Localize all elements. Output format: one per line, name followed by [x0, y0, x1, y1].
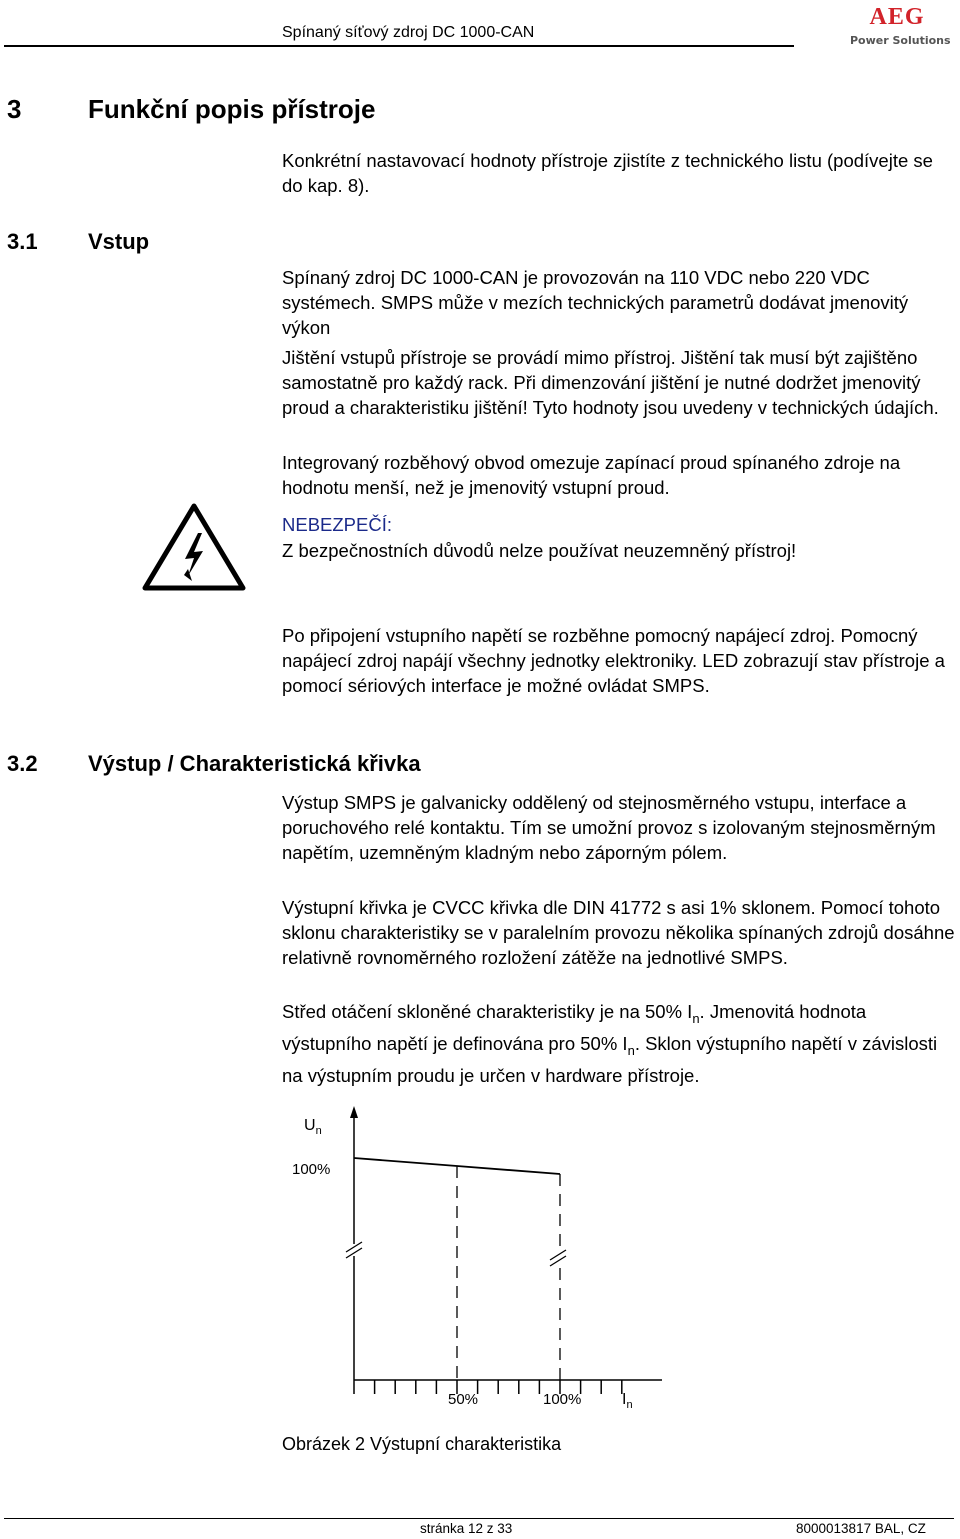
header-title: Spínaný síťový zdroj DC 1000-CAN: [282, 24, 535, 41]
danger-text: Z bezpečnostních důvodů nelze používat neuzemněný přístroj!: [282, 540, 797, 561]
section-3-1-number: 3.1: [7, 229, 38, 254]
logo-subtitle: Power Solutions: [850, 34, 951, 47]
y-axis-label-sub: n: [315, 1125, 322, 1137]
para-3-part-2: . Jmenovitá hodnota výstupního napětí je definována pro 50% I: [282, 1001, 867, 1054]
danger-title: NEBEZPEČÍ:: [282, 514, 392, 535]
y-axis-label-main: U: [304, 1117, 316, 1134]
x-axis-label-main: I: [622, 1391, 627, 1408]
figure-caption: Obrázek 2 Výstupní charakteristika: [282, 1434, 562, 1454]
section-3-intro: Konkrétní nastavovací hodnoty přístroje zjistíte z technického listu (podívejte se do kap. 8).: [282, 150, 933, 196]
y-axis-label: [304, 1117, 322, 1137]
section-3-1-para-2: Jištění vstupů přístroje se provádí mimo přístroj. Jištění tak musí být zajištěno samostatně pro každý rack. Při dimenzování jištění je nutné dodržet jmenovitý proud a charakteristiku jištění! Tyto hodnoty jsou uvedeny v technických údajích.: [282, 347, 939, 418]
x-axis-ticks: [354, 1380, 622, 1394]
high-voltage-warning-icon: [142, 503, 246, 591]
x-tick-label-50: 50%: [448, 1391, 479, 1408]
section-3-1-para-1: Spínaný zdroj DC 1000-CAN je provozován na 110 VDC nebo 220 VDC systémech. SMPS může v mezích technických parametrů dodávat jmenovitý výkon: [282, 267, 909, 338]
para-3-sub-2: n: [627, 1043, 635, 1058]
x-axis-label: [622, 1391, 633, 1411]
section-3-2-para-1: Výstup SMPS je galvanicky oddělený od stejnosměrného vstupu, interface a poruchového relé kontaktu. Tím se umožní provoz s izolovaným stejnosměrným napětím, uzemněným kladným nebo záporným pólem.: [282, 792, 936, 863]
aeg-logo: [850, 4, 951, 48]
section-3-number: 3: [7, 94, 22, 124]
section-3-2-para-3: [282, 997, 958, 1091]
section-3-title: Funkční popis přístroje: [88, 94, 376, 124]
footer-document-id: 8000013817 BAL, CZ: [796, 1521, 926, 1536]
para-3-sub-1: n: [692, 1011, 700, 1026]
para-3-part-3: . Sklon výstupního napětí v závislosti na výstupním proudu je určen v hardware přístroje.: [282, 1033, 938, 1086]
section-3-1-para-4: Po připojení vstupního napětí se rozběhne pomocný napájecí zdroj. Pomocný napájecí zdroj napájí všechny jednotky elektroniky. LED zobrazují stav přístroje a pomocí sériových interface je možné ovládat SMPS.: [282, 625, 945, 696]
section-3-1-para-3: Integrovaný rozběhový obvod omezuje zapínací proud spínaného zdroje na hodnotu menší, než je jmenovitý vstupní proud.: [282, 452, 901, 498]
guide-break-1: [550, 1250, 566, 1260]
section-3-1-title: Vstup: [88, 229, 150, 254]
x-tick-label-100: 100%: [543, 1391, 582, 1408]
footer-rule: [4, 1518, 954, 1519]
x-axis-label-sub: n: [626, 1399, 633, 1411]
y-tick-label-100: 100%: [292, 1161, 331, 1178]
section-3-2-title: Výstup / Charakteristická křivka: [88, 751, 421, 776]
para-3-part-1: Střed otáčení skloněné charakteristiky je na 50% I: [282, 1001, 693, 1022]
logo-brand: AEG: [869, 4, 925, 30]
guide-break-2: [550, 1256, 566, 1266]
header-rule: [4, 45, 794, 47]
section-3-2-para-2: Výstupní křivka je CVCC křivka dle DIN 41772 s asi 1% sklonem. Pomocí tohoto sklonu charakteristiky se v paralelním provozu několika spínaných zdrojů dosáhne relativně rovnoměrného rozložení zátěže na jednotlivé SMPS.: [282, 897, 955, 968]
y-axis-arrow: [350, 1106, 358, 1118]
footer-page-number: stránka 12 z 33: [420, 1521, 513, 1536]
output-characteristic-chart: [282, 1100, 682, 1420]
section-3-2-number: 3.2: [7, 751, 38, 776]
